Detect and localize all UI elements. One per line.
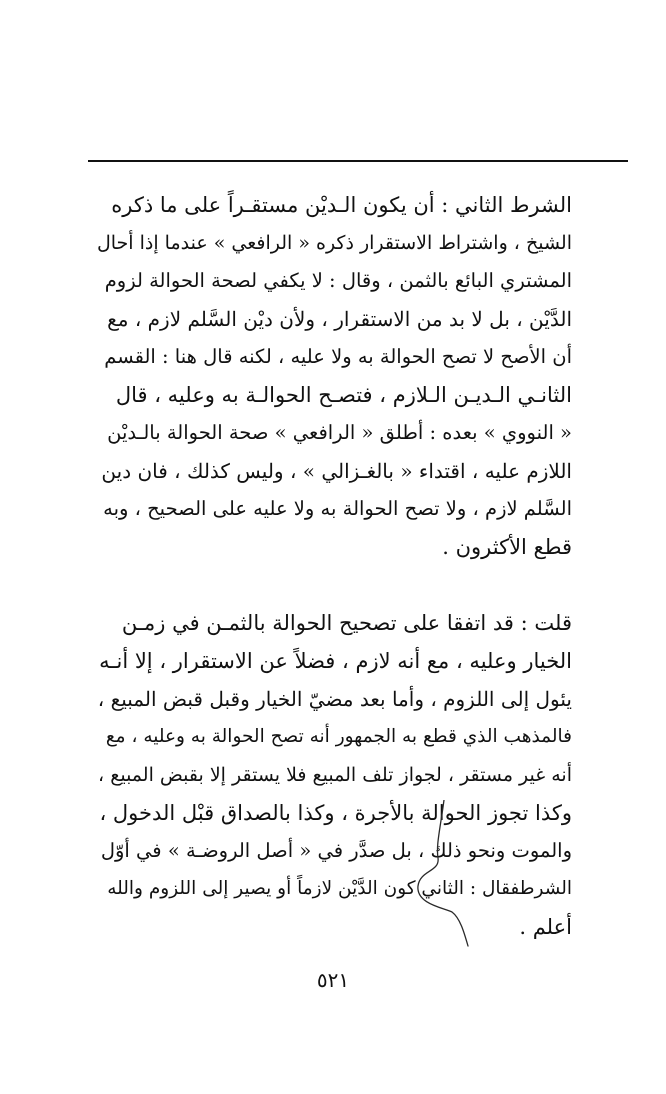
text-line: الثانـي الـديـن الـلازم ، فتصـح الحوالـة به وعليه ، قال: [115, 383, 572, 407]
paragraph-first-condition: [96, 186, 572, 566]
text-line: اللازم عليه ، اقتداء « بالغـزالي » ، وليس كذلك ، فان دين: [101, 459, 572, 483]
text-line: أن الأصح لا تصح الحوالة به ولا عليه ، لكنه قال هنا : القسم: [104, 345, 572, 368]
text-line: الشيخ ، واشتراط الاستقرار ذكره « الرافعي » عندما إذا أحال: [96, 232, 572, 254]
page-number: ٥٢١: [316, 968, 350, 992]
text-line: الدَّيْن ، بل لا بد من الاستقرار ، ولأن ديْن السَّلم لازم ، مع: [107, 307, 572, 331]
text-line: قلت : قد اتفقا على تصحيح الحوالة بالثمـن في زمـن: [121, 611, 572, 635]
top-horizontal-rule: [88, 160, 628, 162]
text-line: فالمذهب الذي قطع به الجمهور أنه تصح الحوالة به وعليه ، مع: [105, 726, 572, 747]
text-line: السَّلم لازم ، ولا تصح الحوالة به ولا عليه على الصحيح ، وبه: [103, 497, 572, 520]
text-line: يئول إلى اللزوم ، وأما بعد مضيّ الخيار وقبل قبض المبيع ،: [97, 687, 572, 711]
text-line: المشتري البائع بالثمن ، وقال : لا يكفي لصحة الحوالة لزوم: [104, 269, 572, 292]
text-line: والموت ونحو ذلك ، بل صدَّر في « أصل الروضـة » في أوّل: [100, 839, 572, 862]
text-line: أعلم .: [519, 915, 572, 939]
paragraph-author-note: [96, 604, 572, 946]
text-line: وكذا تجوز الحوالة بالأجرة ، وكذا بالصداق قبْل الدخول ،: [99, 801, 572, 825]
text-line: الشرطفقال : الثاني كون الدَّيْن لازماً أو يصير إلى اللزوم والله: [107, 878, 572, 899]
text-line: الخيار وعليه ، مع أنه لازم ، فضلاً عن الاستقرار ، إلا أنـه: [99, 649, 572, 673]
text-line: الشرط الثاني : أن يكون الـديْن مستقـراً على ما ذكره: [111, 193, 572, 217]
text-line: « النووي » بعده : أطلق « الرافعي » صحة الحوالة بالـديْن: [107, 421, 572, 444]
text-line: أنه غير مستقر ، لجواز تلف المبيع فلا يستقر إلا بقبض المبيع ،: [98, 764, 572, 786]
text-line: قطع الأكثرون .: [442, 535, 572, 559]
